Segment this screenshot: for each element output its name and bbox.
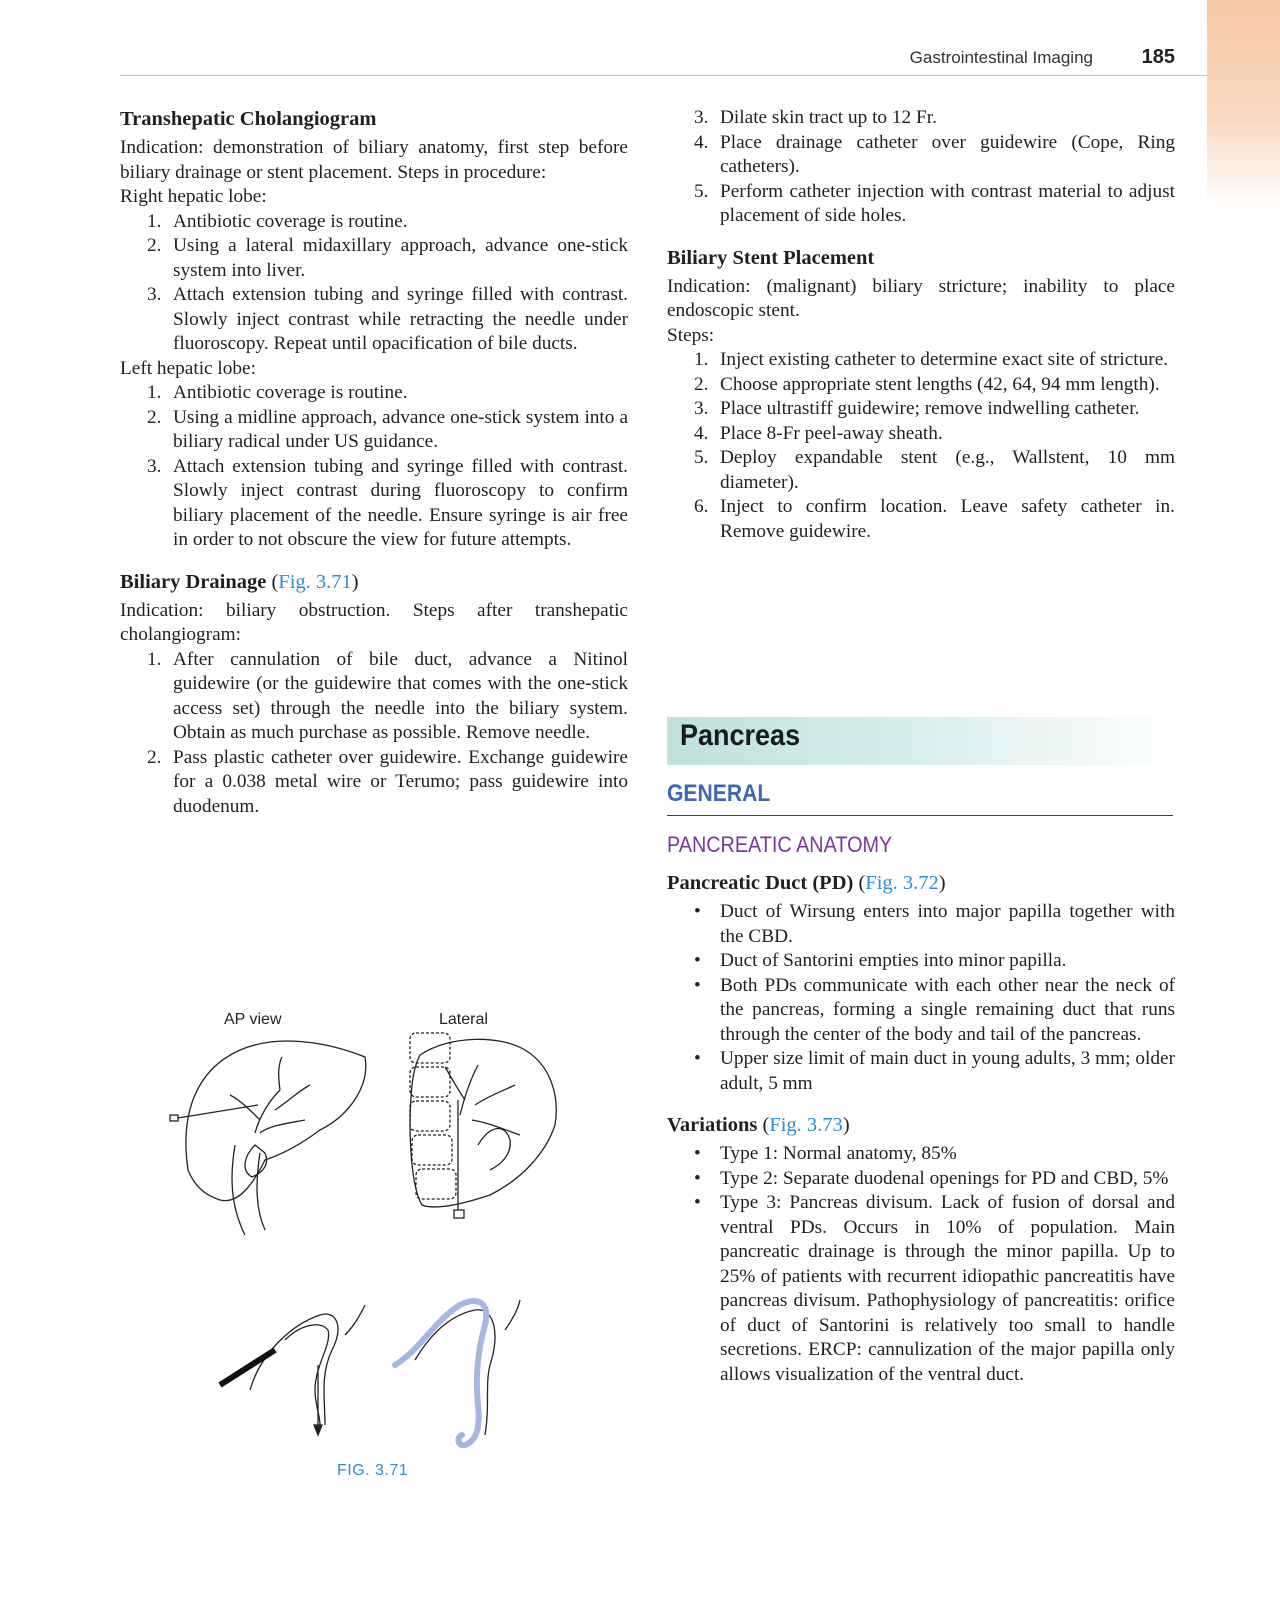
- lat-rib-4: [412, 1135, 452, 1165]
- lat-duodenum: [478, 1129, 510, 1170]
- lat-rib-2: [410, 1067, 450, 1097]
- right-column-top: [667, 106, 1175, 544]
- list-item: 2. Choose appropriate stent lengths (42, 64, 94 mm length).: [694, 373, 1160, 395]
- list-item: • Duct of Santorini empties into minor papilla.: [694, 950, 1067, 971]
- list-item: 3. Attach extension tubing and syringe filled with contrast. Slowly inject contrast during fluoroscopy to confirm biliary placement of the needle. Ensure syringe is air free in order to not obscure the view for future attempts.: [147, 455, 628, 550]
- list-item: 3. Attach extension tubing and syringe filled with contrast. Slowly inject contrast while retracting the needle under fluoroscopy. Repeat until opacification of bile ducts.: [147, 284, 628, 354]
- figure-caption: FIG. 3.71: [337, 1462, 409, 1479]
- list-item: • Duct of Wirsung enters into major papilla together with the CBD.: [694, 901, 1175, 947]
- bs-indication: Indication: (malignant) biliary stricture; inability to place endoscopic stent.: [667, 275, 1175, 321]
- list-item: 4. Place 8-Fr peel-away sheath.: [694, 422, 943, 444]
- list-item: 1. Antibiotic coverage is routine.: [147, 382, 408, 403]
- lat-bile-ducts: [445, 1065, 520, 1135]
- list-item: • Both PDs communicate with each other near the neck of the pancreas, forming a single remaining duct that runs through the center of the body and tail of the pancreas.: [694, 974, 1175, 1045]
- list-item: 4. Place drainage catheter over guidewire (Cope, Ring catheters).: [694, 131, 1175, 177]
- header-rule: [120, 75, 1207, 76]
- page-number: 185: [1141, 46, 1175, 68]
- list-item: • Type 2: Separate duodenal openings for PD and CBD, 5%: [694, 1167, 1169, 1189]
- ap-view-label: AP view: [224, 1011, 282, 1028]
- bd-cont-steps: [667, 106, 1175, 229]
- list-item: 1. After cannulation of bile duct, advance a Nitinol guidewire (or the guidewire that comes with the one-stick access set) through the needle into the biliary system. Obtain as much purchase as possible. Remove needle.: [147, 648, 628, 743]
- pd-heading: Pancreatic Duct (PD) (Fig. 3.72): [667, 872, 946, 894]
- ap-liver-outline: [186, 1041, 366, 1201]
- lat-rib-3: [410, 1101, 450, 1131]
- general-heading: GENERAL: [667, 780, 771, 807]
- detail-catheter-blue: [395, 1301, 486, 1445]
- list-item: 2. Using a midline approach, advance one-stick system into a biliary radical under US guidance.: [147, 406, 628, 452]
- list-item: • Upper size limit of main duct in young adults, 3 mm; older adult, 5 mm: [694, 1048, 1175, 1094]
- list-item: 2. Using a lateral midaxillary approach, advance one-stick system into liver.: [147, 235, 628, 281]
- detail-duct-left: [250, 1314, 338, 1425]
- left-column: [120, 106, 628, 819]
- variations-heading: Variations (Fig. 3.73): [667, 1114, 850, 1136]
- lat-rib-5: [416, 1169, 456, 1199]
- detail-duct-left-outer: [345, 1305, 365, 1335]
- list-item: • Type 3: Pancreas divisum. Lack of fusion of dorsal and ventral PDs. Occurs in 10% of population. Main pancreatic drainage is through the minor papilla. Up to 25% of patients with recurrent idiopathic pancreatitis have pancreas divisum. Pathophysiology of pancreatitis: orifice of duct of Santorini is relatively too small to handle secretions. ERCP: cannulization of the major papilla only allows visualization of the ventral duct.: [694, 1192, 1175, 1385]
- bs-steps-label: Steps:: [667, 324, 715, 346]
- left-lobe-label: Left hepatic lobe:: [120, 357, 256, 379]
- list-item: 1. Inject existing catheter to determine exact site of stricture.: [694, 349, 1169, 370]
- bs-heading: Biliary Stent Placement: [667, 246, 875, 269]
- bd-steps: [120, 648, 628, 820]
- detail-duct-right-outer: [505, 1300, 520, 1330]
- list-item: 6. Inject to confirm location. Leave safety catheter in. Remove guidewire.: [694, 496, 1175, 542]
- ap-bile-ducts: [230, 1057, 310, 1133]
- list-item: 1. Antibiotic coverage is routine.: [147, 210, 408, 232]
- bs-steps: [667, 348, 1175, 544]
- lat-needle-hub: [454, 1210, 464, 1218]
- list-item: 3. Dilate skin tract up to 12 Fr.: [694, 107, 937, 128]
- ap-duodenum: [232, 1145, 265, 1235]
- right-column-bottom: [667, 870, 1175, 1387]
- bd-indication: Indication: biliary obstruction. Steps after transhepatic cholangiogram:: [120, 599, 628, 645]
- fig-3-72-link[interactable]: Fig. 3.72: [865, 872, 939, 894]
- list-item: 2. Pass plastic catheter over guidewire. Exchange guidewire for a 0.038 metal wire or Terumo; pass guidewire into duodenum.: [147, 746, 628, 817]
- tc-indication: Indication: demonstration of biliary anatomy, first step before biliary drainage or stent placement. Steps in procedure:: [120, 137, 628, 183]
- pd-bullets: [667, 900, 1175, 1096]
- lateral-label: Lateral: [439, 1011, 488, 1028]
- list-item: 5. Deploy expandable stent (e.g., Wallstent, 10 mm diameter).: [694, 447, 1175, 493]
- variations-bullets: [667, 1142, 1175, 1387]
- pancreas-title: Pancreas: [680, 719, 801, 752]
- ap-needle-hub: [170, 1115, 178, 1121]
- list-item: 5. Perform catheter injection with contrast material to adjust placement of side holes.: [694, 180, 1175, 226]
- list-item: 3. Place ultrastiff guidewire; remove indwelling catheter.: [694, 398, 1140, 419]
- bd-heading: Biliary Drainage (Fig. 3.71): [120, 570, 359, 593]
- general-rule: [667, 815, 1173, 816]
- fig-3-73-link[interactable]: Fig. 3.73: [769, 1114, 843, 1136]
- detail-catheter-black: [220, 1350, 275, 1385]
- detail-arrow: [314, 1425, 322, 1435]
- lat-rib-1: [410, 1033, 450, 1063]
- left-lobe-steps: [120, 381, 628, 553]
- tc-heading: Transhepatic Cholangiogram: [120, 108, 377, 130]
- right-lobe-label: Right hepatic lobe:: [120, 186, 267, 207]
- running-head: Gastrointestinal Imaging: [909, 48, 1093, 67]
- anatomy-heading: PANCREATIC ANATOMY: [667, 832, 893, 857]
- fig-3-71-link[interactable]: Fig. 3.71: [278, 570, 352, 593]
- figure-3-71-illustration: [160, 1005, 580, 1495]
- right-lobe-steps: [120, 210, 628, 357]
- list-item: • Type 1: Normal anatomy, 85%: [694, 1143, 957, 1164]
- detail-duct-left-inner: [285, 1325, 329, 1425]
- chapter-tab: [1207, 0, 1280, 210]
- ap-gallbladder: [245, 1145, 267, 1177]
